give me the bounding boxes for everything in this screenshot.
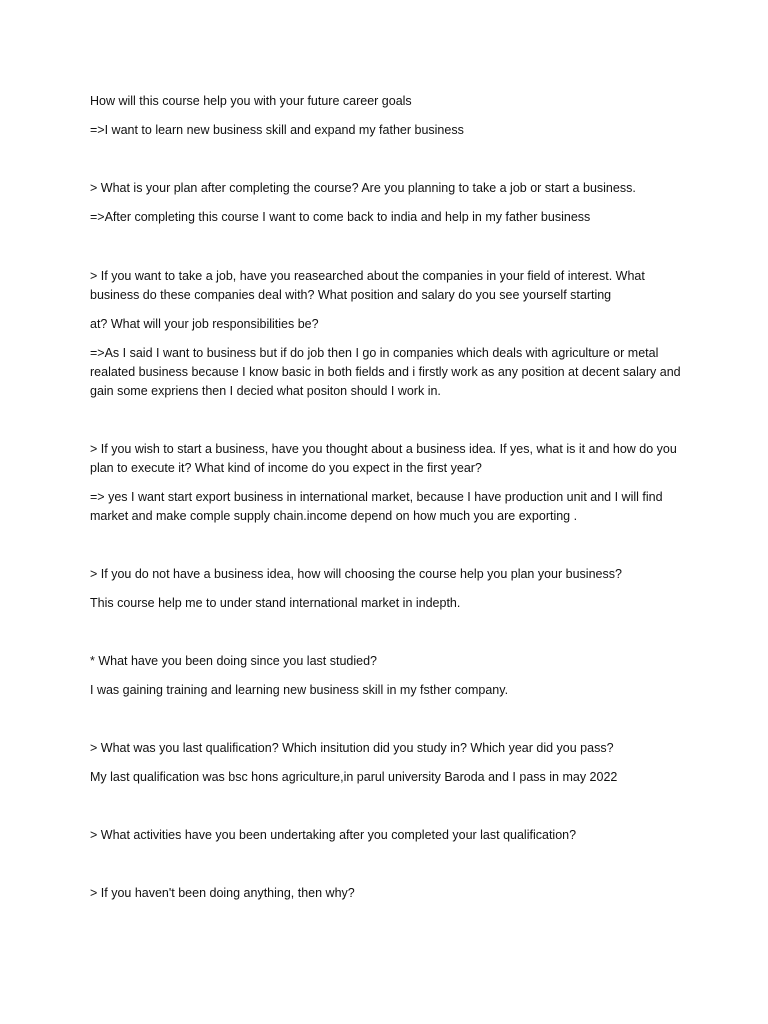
question-since-last-studied: * What have you been doing since you last studied? xyxy=(90,654,377,668)
answer-plan-after-course: =>After completing this course I want to come back to india and help in my father business xyxy=(90,210,591,224)
question-job-research: > If you want to take a job, have you reasearched about the companies in your field of interest. What business do these companies deal with? What position and salary do you see yourself starting xyxy=(90,269,645,302)
answer-career-goals: =>I want to learn new business skill and expand my father business xyxy=(90,123,464,137)
question-plan-after-course: > What is your plan after completing the course? Are you planning to take a job or start a business. xyxy=(90,181,636,195)
question-job-responsibilities: at? What will your job responsibilities be? xyxy=(90,317,319,331)
answer-business-idea: => yes I want start export business in international market, because I have production unit and I will find market and make comple supply chain.income depend on how much you are exporting . xyxy=(90,490,663,523)
question-why-nothing: > If you haven't been doing anything, then why? xyxy=(90,886,355,900)
answer-job: =>As I said I want to business but if do job then I go in companies which deals with agriculture or metal realated business because I know basic in both fields and i firstly work as any position at decent salary and gain some expriens then I decied what positon should I work in. xyxy=(90,346,681,398)
answer-since-last-studied: I was gaining training and learning new business skill in my fsther company. xyxy=(90,683,509,697)
question-career-goals: How will this course help you with your future career goals xyxy=(90,94,412,108)
question-no-business-idea: > If you do not have a business idea, how will choosing the course help you plan your business? xyxy=(90,567,622,581)
question-business-idea: > If you wish to start a business, have you thought about a business idea. If yes, what is it and how do you plan to execute it? What kind of income do you expect in the first year? xyxy=(90,442,677,475)
question-last-qualification: > What was you last qualification? Which insitution did you study in? Which year did you pass? xyxy=(90,741,614,755)
answer-no-business-idea: This course help me to under stand international market in indepth. xyxy=(90,596,461,610)
question-activities: > What activities have you been undertaking after you completed your last qualification? xyxy=(90,828,577,842)
answer-last-qualification: My last qualification was bsc hons agriculture,in parul university Baroda and I pass in may 2022 xyxy=(90,770,618,784)
